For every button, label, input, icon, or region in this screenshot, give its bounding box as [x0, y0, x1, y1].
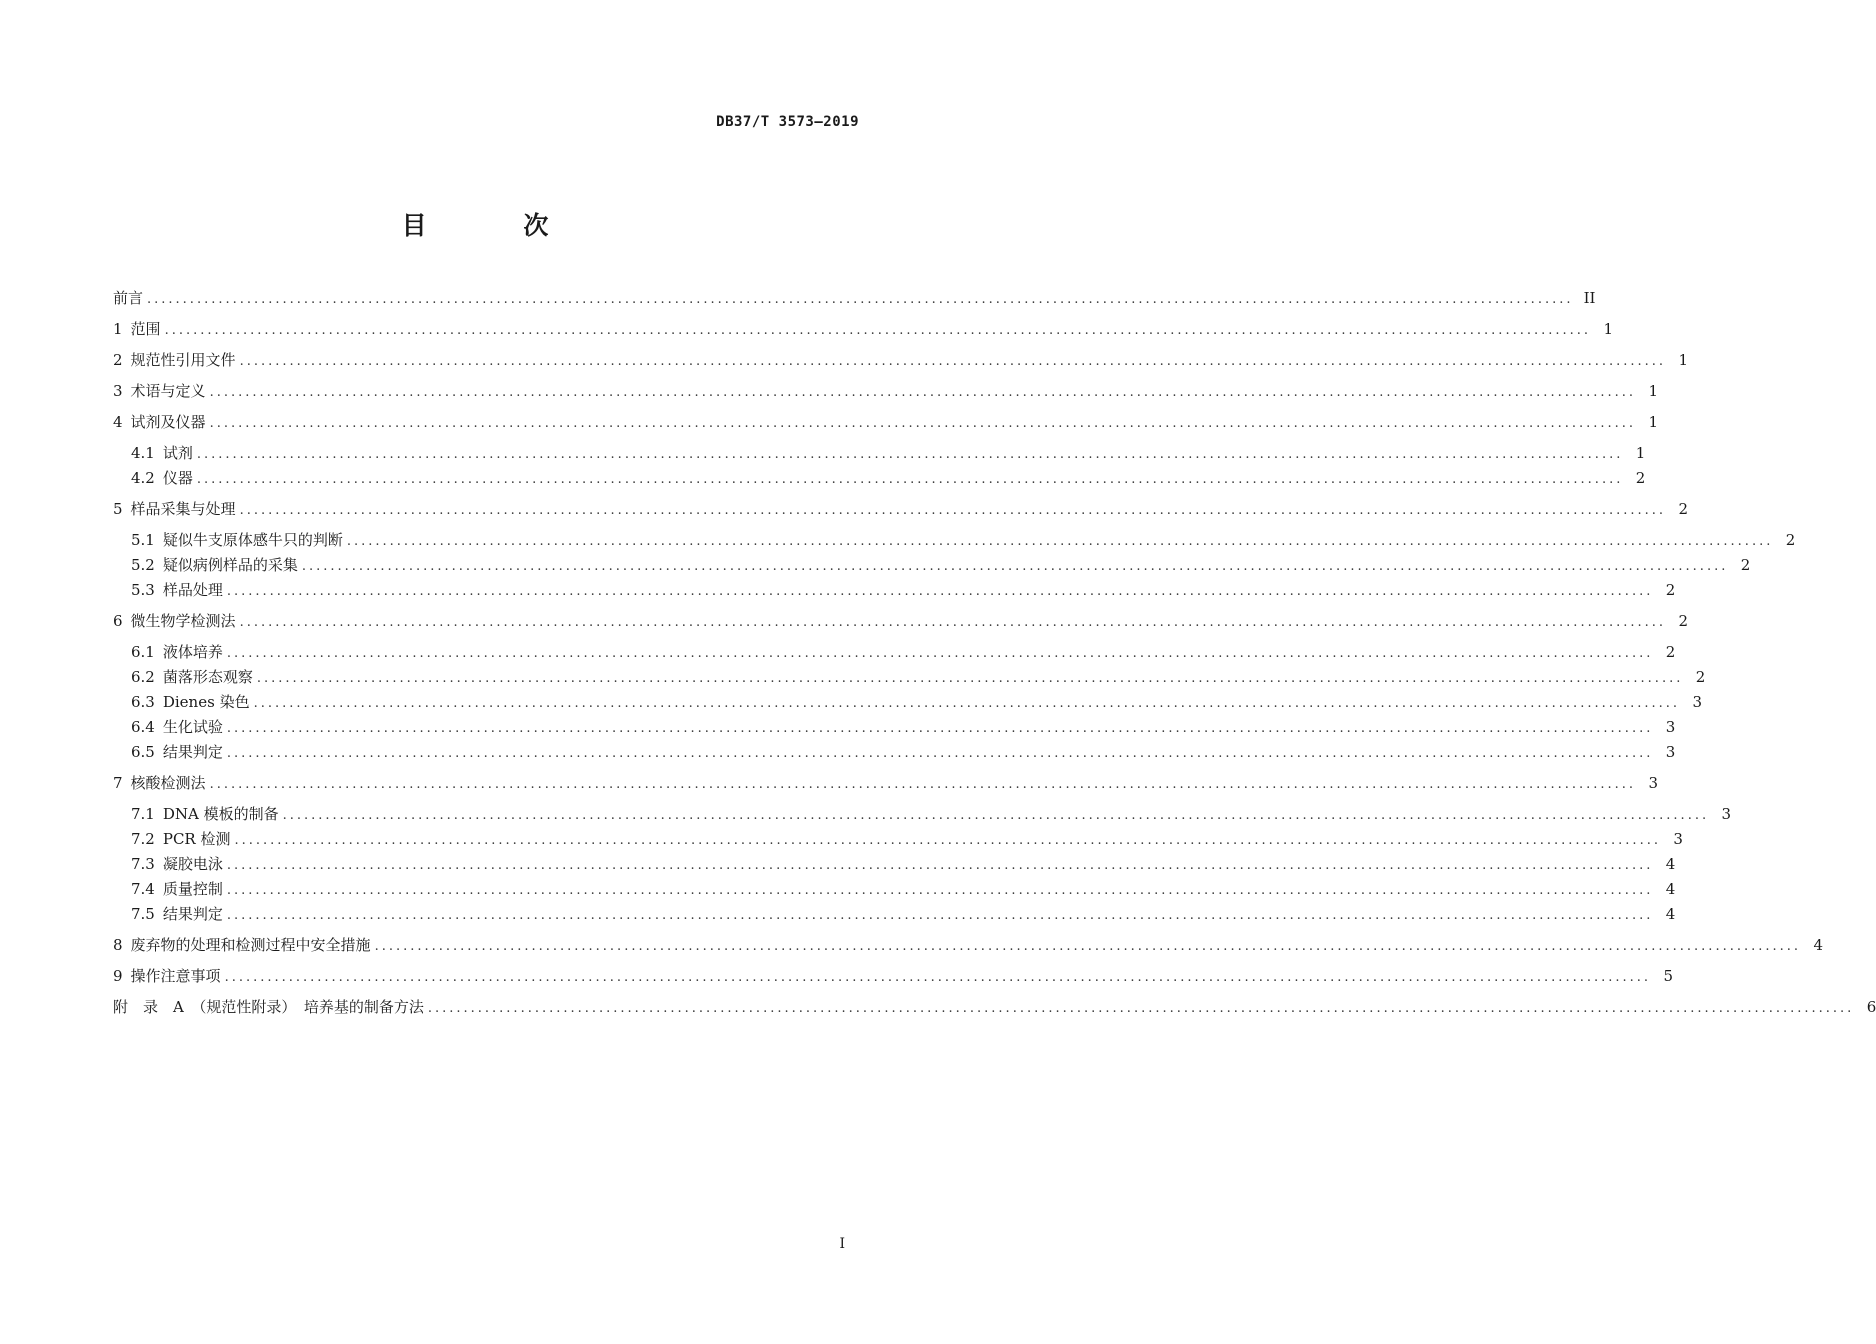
toc-entry[interactable] [131, 554, 1751, 576]
toc-entry-text: 疑似牛支原体感牛只的判断 [162, 531, 343, 549]
toc-entry-number: 5.3 [131, 581, 155, 599]
toc-entry-label [131, 666, 253, 688]
toc-entry[interactable] [131, 828, 1683, 850]
toc-entry-number: 9 [113, 967, 123, 985]
toc-entry-number: 8 [113, 936, 123, 954]
toc-entry-page: 4 [1665, 880, 1676, 898]
toc-leader-dots: ........................................................................................................................................................................................................ [147, 292, 1574, 307]
toc-entry-number: 6.3 [131, 693, 155, 711]
toc-entry-number: 6.4 [131, 718, 155, 736]
toc-entry-number: 2 [113, 351, 123, 369]
toc-entry-text: 微生物学检测法 [130, 612, 236, 630]
toc-entry-label [113, 996, 424, 1018]
toc-leader-dots: ........................................................................................................................................................................................................ [196, 447, 1624, 462]
toc-leader-dots: ........................................................................................................................................................................................................ [253, 696, 1681, 711]
toc-entry-text: 凝胶电泳 [162, 855, 223, 873]
toc-entry-page: 2 [1678, 612, 1689, 630]
toc-entry-page: 1 [1635, 444, 1646, 462]
toc-entry-page: 3 [1648, 774, 1659, 792]
toc-entry-label [131, 716, 223, 738]
toc-entry[interactable] [131, 853, 1676, 875]
toc-entry-label [113, 349, 236, 371]
toc-leader-dots: ........................................................................................................................................................................................................ [196, 472, 1624, 487]
toc-entry-page: 3 [1721, 805, 1732, 823]
toc-entry-label [131, 442, 193, 464]
toc-leader-dots: ........................................................................................................................................................................................................ [427, 1001, 1855, 1016]
toc-entry-label [113, 965, 221, 987]
toc-entry-text: 生化试验 [162, 718, 223, 736]
toc-entry[interactable] [113, 287, 1596, 309]
toc-entry-text: 结果判定 [162, 743, 223, 761]
toc-entry-label [113, 380, 206, 402]
toc-leader-dots: ........................................................................................................................................................................................................ [209, 777, 1637, 792]
toc-entry-number: 7.2 [131, 830, 155, 848]
toc-entry[interactable] [131, 803, 1732, 825]
toc-entry-number: 5.2 [131, 556, 155, 574]
toc-entry-text: 样品采集与处理 [130, 500, 236, 518]
toc-entry-page: 3 [1692, 693, 1703, 711]
toc-entry-number: 7 [113, 774, 123, 792]
toc-entry-number: 3 [113, 382, 123, 400]
toc-leader-dots: ........................................................................................................................................................................................................ [209, 416, 1637, 431]
toc-leader-dots: ........................................................................................................................................................................................................ [374, 939, 1802, 954]
toc-entry-page: 5 [1663, 967, 1674, 985]
toc-leader-dots: ........................................................................................................................................................................................................ [226, 858, 1654, 873]
toc-leader-dots: ........................................................................................................................................................................................................ [346, 534, 1774, 549]
toc-entry-page: 3 [1665, 743, 1676, 761]
toc-entry-label [131, 691, 250, 713]
toc-entry-page: 1 [1648, 413, 1659, 431]
toc-entry[interactable] [131, 529, 1796, 551]
toc-entry[interactable] [113, 996, 1876, 1018]
toc-leader-dots: ........................................................................................................................................................................................................ [256, 671, 1684, 686]
toc-entry-text: 仪器 [162, 469, 193, 487]
document-code: DB37/T 3573—2019 [716, 114, 859, 130]
toc-entry-label [131, 878, 223, 900]
toc-entry[interactable] [113, 610, 1689, 632]
toc-entry-text: 液体培养 [162, 643, 223, 661]
toc-entry-label [113, 318, 161, 340]
toc-leader-dots: ........................................................................................................................................................................................................ [226, 908, 1654, 923]
toc-entry-number: 4 [113, 413, 123, 431]
toc-entry-label [131, 579, 223, 601]
toc-entry-number: 6.1 [131, 643, 155, 661]
toc-entry-label [131, 529, 343, 551]
toc-entry-text: 操作注意事项 [130, 967, 221, 985]
toc-leader-dots: ........................................................................................................................................................................................................ [226, 646, 1654, 661]
toc-entry-label [131, 467, 193, 489]
toc-entry-text: Dienes 染色 [162, 693, 250, 711]
toc-entry-number: 6 [113, 612, 123, 630]
toc-leader-dots: ........................................................................................................................................................................................................ [282, 808, 1710, 823]
toc-entry-text: 术语与定义 [130, 382, 206, 400]
toc-entry-number: 7.4 [131, 880, 155, 898]
toc-entry-text: 核酸检测法 [130, 774, 206, 792]
toc-entry-text: 样品处理 [162, 581, 223, 599]
toc-entry-page: 1 [1603, 320, 1614, 338]
toc-entry-label [131, 741, 223, 763]
toc-entry-page: 4 [1665, 855, 1676, 873]
toc-entry-text: 结果判定 [162, 905, 223, 923]
toc-entry[interactable] [113, 498, 1689, 520]
toc-entry-page: 2 [1695, 668, 1706, 686]
toc-entry-page: 2 [1635, 469, 1646, 487]
toc-entry-number: 1 [113, 320, 123, 338]
toc-entry-number: 6.5 [131, 743, 155, 761]
toc-entry-page: 3 [1665, 718, 1676, 736]
toc-entry-label [113, 610, 236, 632]
toc-entry-number: 4.1 [131, 444, 155, 462]
toc-entry-label [113, 411, 206, 433]
toc-entry[interactable] [131, 442, 1646, 464]
toc-leader-dots: ........................................................................................................................................................................................................ [239, 615, 1667, 630]
toc-entry[interactable] [131, 666, 1706, 688]
toc-entry-page: 2 [1740, 556, 1751, 574]
toc-leader-dots: ........................................................................................................................................................................................................ [234, 833, 1661, 848]
toc-entry[interactable] [131, 467, 1646, 489]
toc-entry-number: 5.1 [131, 531, 155, 549]
toc-leader-dots: ........................................................................................................................................................................................................ [224, 970, 1652, 985]
toc-entry-text: 规范性引用文件 [130, 351, 236, 369]
toc-leader-dots: ........................................................................................................................................................................................................ [301, 559, 1729, 574]
toc-leader-dots: ........................................................................................................................................................................................................ [239, 503, 1667, 518]
toc-entry-text: 前言 [113, 289, 144, 307]
toc-entry-number: 6.2 [131, 668, 155, 686]
toc-entry-page: 2 [1665, 581, 1676, 599]
toc-entry-number: 5 [113, 500, 123, 518]
toc-leader-dots: ........................................................................................................................................................................................................ [226, 746, 1654, 761]
toc-entry-page: 3 [1673, 830, 1683, 848]
toc-entry[interactable] [113, 349, 1689, 371]
toc-entry-label [113, 772, 206, 794]
toc-entry[interactable] [113, 772, 1659, 794]
toc-entry-label [131, 803, 279, 825]
toc-entry-text: 范围 [130, 320, 161, 338]
toc-entry[interactable] [113, 380, 1659, 402]
toc-entry[interactable] [131, 641, 1676, 663]
toc-entry[interactable] [113, 934, 1824, 956]
toc-entry-page: II [1583, 289, 1596, 307]
toc-entry-page: 4 [1813, 936, 1824, 954]
toc-entry-label [113, 934, 371, 956]
toc-entry-label [113, 287, 143, 309]
toc-leader-dots: ........................................................................................................................................................................................................ [226, 721, 1654, 736]
toc-entry-label [113, 498, 236, 520]
toc-entry-page: 2 [1678, 500, 1689, 518]
toc-entry-text: 附 录 A （规范性附录） 培养基的制备方法 [113, 998, 424, 1016]
toc-entry[interactable] [131, 579, 1676, 601]
toc-entry-text: 废弃物的处理和检测过程中安全措施 [130, 936, 371, 954]
toc-entry-text: DNA 模板的制备 [162, 805, 279, 823]
toc-entry-label [131, 641, 223, 663]
toc-entry[interactable] [113, 411, 1659, 433]
toc-entry-label [131, 853, 223, 875]
toc-leader-dots: ........................................................................................................................................................................................................ [209, 385, 1637, 400]
toc-entry[interactable] [131, 691, 1703, 713]
toc-entry-page: 2 [1785, 531, 1796, 549]
toc-entry[interactable] [113, 965, 1674, 987]
toc-entry-text: PCR 检测 [162, 830, 231, 848]
page-title: 目 次 [401, 211, 593, 240]
toc-leader-dots: ........................................................................................................................................................................................................ [226, 883, 1654, 898]
toc-entry-label [131, 828, 231, 850]
toc-entry-number: 7.5 [131, 905, 155, 923]
toc-entry-page: 6 [1866, 998, 1876, 1016]
toc-entry[interactable] [113, 318, 1614, 340]
toc-entry-text: 质量控制 [162, 880, 223, 898]
toc-entry[interactable] [131, 716, 1676, 738]
toc-entry-page: 2 [1665, 643, 1676, 661]
toc-entry-text: 试剂及仪器 [130, 413, 206, 431]
toc-entry[interactable] [131, 878, 1676, 900]
toc-entry-number: 7.1 [131, 805, 155, 823]
toc-entry-text: 疑似病例样品的采集 [162, 556, 298, 574]
toc-leader-dots: ........................................................................................................................................................................................................ [226, 584, 1654, 599]
toc-entry-number: 4.2 [131, 469, 155, 487]
toc-entry-page: 4 [1665, 905, 1676, 923]
toc-entry-page: 1 [1648, 382, 1659, 400]
toc-entry-page: 1 [1678, 351, 1689, 369]
toc-entry-label [131, 554, 298, 576]
toc-leader-dots: ........................................................................................................................................................................................................ [164, 323, 1592, 338]
toc-entry-text: 菌落形态观察 [162, 668, 253, 686]
toc-entry[interactable] [131, 903, 1676, 925]
toc-entry[interactable] [131, 741, 1676, 763]
page-number: I [839, 1236, 845, 1252]
toc-entry-number: 7.3 [131, 855, 155, 873]
toc-entry-text: 试剂 [162, 444, 193, 462]
toc-entry-label [131, 903, 223, 925]
toc-leader-dots: ........................................................................................................................................................................................................ [239, 354, 1667, 369]
